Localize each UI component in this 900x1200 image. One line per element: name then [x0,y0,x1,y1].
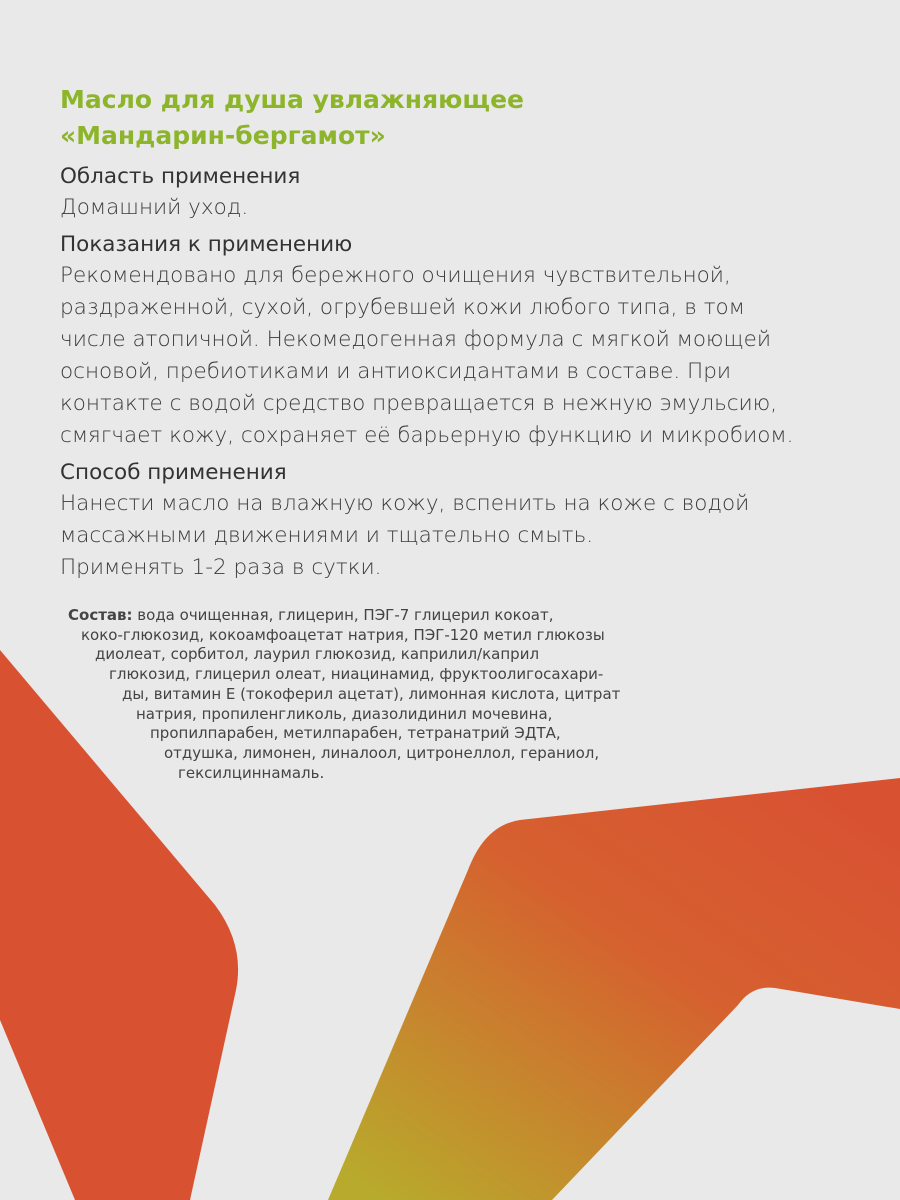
title-line: «Мандарин-бергамот» [60,121,386,150]
section-heading-usage: Способ применения [60,460,287,485]
composition-line: коко-глюкозид, кокоамфоацетат натрия, ПЭГ-120 метил глюкозы [81,625,605,644]
composition-line: глюкозид, глицерил олеат, ниацинамид, фруктоолигосахари- [109,665,604,684]
composition-line: пропилпарабен, метилпарабен, тетранатрий ЭДТА, [150,724,561,743]
section-text-area: Домашний уход. [60,195,249,220]
composition-line: натрия, пропиленгликоль, диазолидинил мочевина, [136,704,553,723]
right-gradient-shape [328,778,900,1200]
composition-line: вода очищенная, глицерин, ПЭГ-7 глицерил кокоат, [137,606,554,624]
section-text-indications: Рекомендовано для бережного очищения чувствительной, раздраженной, сухой, огрубевшей кожи любого типа, в том числе атопичной. Некомедогенная формула с мягкой моющей основой, пребиотиками и антиоксидантами в составе. При контакте с водой средство превращается в нежную эмульсию, смягчает кожу, сохраняет её барьерную функцию и микробиом. [60,263,794,448]
section-heading-area: Область применения [60,164,301,189]
composition-line: отдушка, лимонен, линалоол, цитронеллол, гераниол, [164,743,600,762]
section-text-usage: Нанести масло на влажную кожу, вспенить на коже с водой массажными движениями и тщательно смыть. Применять 1-2 раза в сутки. [60,491,750,580]
product-info [60,82,880,590]
composition [68,606,620,783]
composition-line: ды, витамин Е (токоферил ацетат), лимонная кислота, цитрат [122,684,621,703]
composition-line: диолеат, сорбитол, лаурил глюкозид, каприлил/каприл [95,645,540,664]
composition-line: гексилциннамаль. [178,763,325,782]
product-title [60,82,880,154]
title-line: Масло для душа увлажняющее [60,85,524,114]
composition-label: Состав: [68,606,133,624]
section-heading-indications: Показания к применению [60,232,353,257]
